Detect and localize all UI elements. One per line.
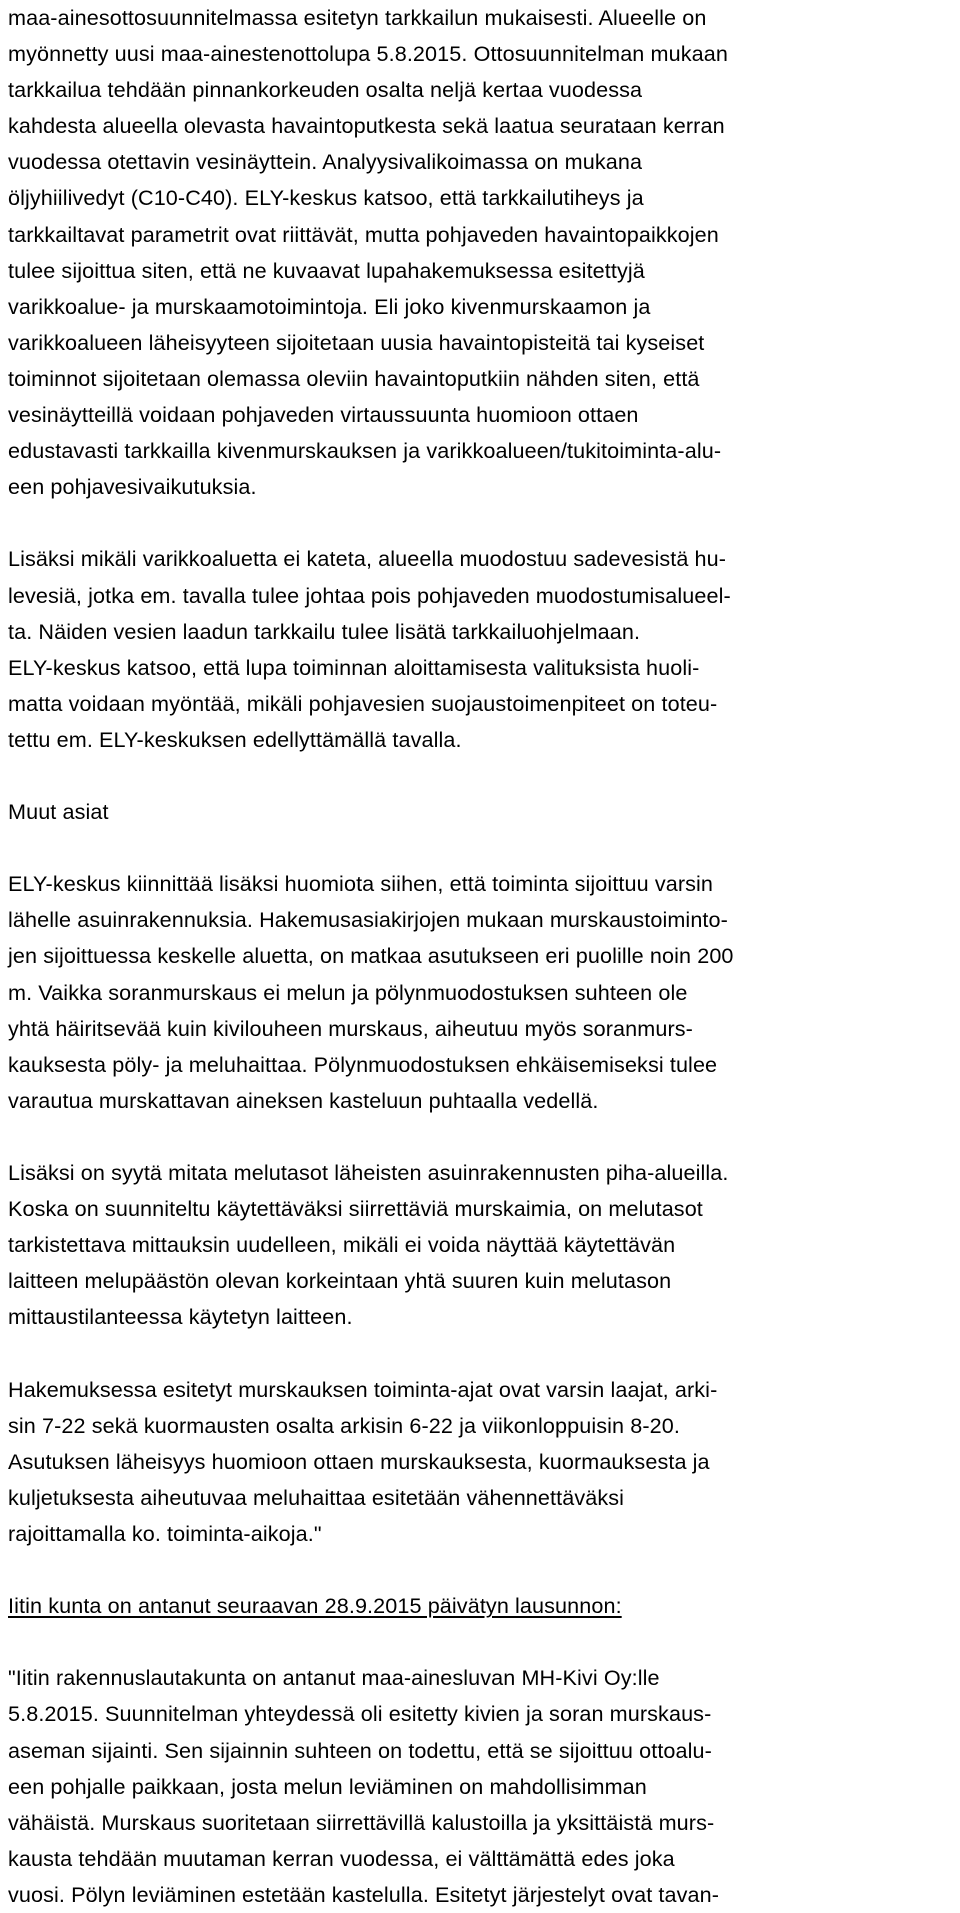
text-line: 5.8.2015. Suunnitelman yhteydessä oli esitetty kivien ja soran murskaus- xyxy=(8,1701,712,1727)
paragraph-operating-hours xyxy=(8,1372,953,1552)
text-line: tarkkailtavat parametrit ovat riittävät, mutta pohjaveden havaintopaikkojen xyxy=(8,221,719,247)
paragraph-groundwater-monitoring xyxy=(8,0,953,505)
text-line: ta. Näiden vesien laadun tarkkailu tulee lisätä tarkkailuohjelmaan. xyxy=(8,618,641,644)
text-line: varikkoalue- ja murskaamotoimintoja. Eli joko kivenmurskaamon ja xyxy=(8,293,651,319)
text-line: matta voidaan myöntää, mikäli pohjavesien suojaustoimenpiteet on toteu- xyxy=(8,690,718,716)
text-line: vuodessa otettavin vesinäyttein. Analyysivalikoimassa on mukana xyxy=(8,149,643,175)
text-line: varautua murskattavan aineksen kasteluun puhtaalla vedellä. xyxy=(8,1087,599,1113)
text-line: Lisäksi on syytä mitata melutasot läheisten asuinrakennusten piha-alueilla. xyxy=(8,1160,729,1185)
text-line: m. Vaikka soranmurskaus ei melun ja pölynmuodostuksen suhteen ole xyxy=(8,979,688,1005)
paragraph-gap xyxy=(8,1119,953,1155)
document-page xyxy=(8,0,953,1913)
paragraph-gap xyxy=(8,1552,953,1588)
text-line: Asutuksen läheisyys huomioon ottaen murskauksesta, kuormauksesta ja xyxy=(8,1448,710,1474)
text-line: aseman sijainti. Sen sijainnin suhteen on todettu, että se sijoittuu ottoalu- xyxy=(8,1737,712,1763)
text-line: edustavasti tarkkailla kivenmurskauksen ja varikkoalueen/tukitoiminta-alu- xyxy=(8,438,722,464)
text-line: sin 7-22 sekä kuormausten osalta arkisin 6-22 ja viikonloppuisin 8-20. xyxy=(8,1412,680,1438)
text-line: mittaustilanteessa käytetyn laitteen. xyxy=(8,1304,353,1330)
text-line: ELY-keskus kiinnittää lisäksi huomiota siihen, että toiminta sijoittuu varsin xyxy=(8,871,714,897)
paragraph-noise-measurement xyxy=(8,1155,953,1335)
text-line: maa-ainesottosuunnitelmassa esitetyn tarkkailun mukaisesti. Alueelle on xyxy=(8,5,707,30)
paragraph-gap xyxy=(8,758,953,794)
text-line: varikkoalueen läheisyyteen sijoitetaan uusia havaintopisteitä tai kyseiset xyxy=(8,329,705,355)
text-line: Koska on suunniteltu käytettäväksi siirrettäviä murskaimia, on melutasot xyxy=(8,1196,703,1222)
underlined-line xyxy=(8,1588,953,1624)
text-line: kausta tehdään muutaman kerran vuodessa, ei välttämättä edes joka xyxy=(8,1845,675,1871)
text-line: een pohjalle paikkaan, josta melun leviäminen on mahdollisimman xyxy=(8,1773,647,1799)
paragraph-stormwater xyxy=(8,541,953,758)
text-line: tarkistettava mittauksin uudelleen, mikäli ei voida näyttää käytettävän xyxy=(8,1232,676,1258)
text-line: Hakemuksessa esitetyt murskauksen toiminta-ajat ovat varsin laajat, arki- xyxy=(8,1376,718,1402)
text-line: jen sijoittuessa keskelle aluetta, on matkaa asutukseen eri puolille noin 200 xyxy=(8,943,734,969)
text-line: öljyhiilivedyt (C10-C40). ELY-keskus katsoo, että tarkkailutiheys ja xyxy=(8,185,644,211)
paragraph-municipality-statement xyxy=(8,1660,953,1913)
text-line: tettu em. ELY-keskuksen edellyttämällä tavalla. xyxy=(8,726,462,752)
text-line: myönnetty uusi maa-ainestenottolupa 5.8.2015. Ottosuunnitelman mukaan xyxy=(8,41,728,67)
underlined-statement-title: Iitin kunta on antanut seuraavan 28.9.2015 päivätyn lausunnon: xyxy=(8,1593,622,1619)
section-heading xyxy=(8,794,953,830)
text-line: vuosi. Pölyn leviäminen estetään kastelulla. Esitetyt järjestelyt ovat tavan- xyxy=(8,1881,720,1907)
text-line: laitteen melupäästön olevan korkeintaan yhtä suuren kuin melutason xyxy=(8,1268,672,1294)
text-line: vesinäytteillä voidaan pohjaveden virtaussuunta huomioon ottaen xyxy=(8,402,639,428)
text-line: rajoittamalla ko. toiminta-aikoja." xyxy=(8,1520,322,1546)
text-line: "Iitin rakennuslautakunta on antanut maa-ainesluvan MH-Kivi Oy:lle xyxy=(8,1665,660,1691)
text-line: tulee sijoittua siten, että ne kuvaavat lupahakemuksessa esitettyjä xyxy=(8,257,645,283)
paragraph-gap xyxy=(8,505,953,541)
paragraph-gap xyxy=(8,1624,953,1660)
text-line: toiminnot sijoitetaan olemassa oleviin havaintoputkiin nähden siten, että xyxy=(8,365,700,391)
paragraph-gap xyxy=(8,1335,953,1371)
text-line: kauksesta pöly- ja meluhaittaa. Pölynmuodostuksen ehkäisemiseksi tulee xyxy=(8,1051,718,1077)
text-line: ELY-keskus katsoo, että lupa toiminnan aloittamisesta valituksista huoli- xyxy=(8,654,700,680)
text-line: een pohjavesivaikutuksia. xyxy=(8,474,257,500)
text-line: lähelle asuinrakennuksia. Hakemusasiakirjojen mukaan murskaustoiminto- xyxy=(8,907,728,933)
paragraph-gap xyxy=(8,830,953,866)
text-line: levesiä, jotka em. tavalla tulee johtaa pois pohjaveden muodostumisalueel- xyxy=(8,582,731,608)
text-line: kuljetuksesta aiheutuvaa meluhaittaa esitetään vähennettäväksi xyxy=(8,1484,625,1510)
heading-muut-asiat: Muut asiat xyxy=(8,799,109,825)
statement-heading xyxy=(8,1588,953,1624)
text-line: vähäistä. Murskaus suoritetaan siirrettävillä kalustoilla ja yksittäistä murs- xyxy=(8,1809,715,1835)
paragraph-residential-proximity xyxy=(8,866,953,1119)
text-line: tarkkailua tehdään pinnankorkeuden osalta neljä kertaa vuodessa xyxy=(8,77,643,103)
text-line: kahdesta alueella olevasta havaintoputkesta sekä laatua seurataan kerran xyxy=(8,113,725,139)
text-line: Lisäksi mikäli varikkoaluetta ei kateta, alueella muodostuu sadevesistä hu- xyxy=(8,546,727,572)
text-line: yhtä häiritsevää kuin kivilouheen murskaus, aiheutuu myös soranmurs- xyxy=(8,1015,693,1041)
